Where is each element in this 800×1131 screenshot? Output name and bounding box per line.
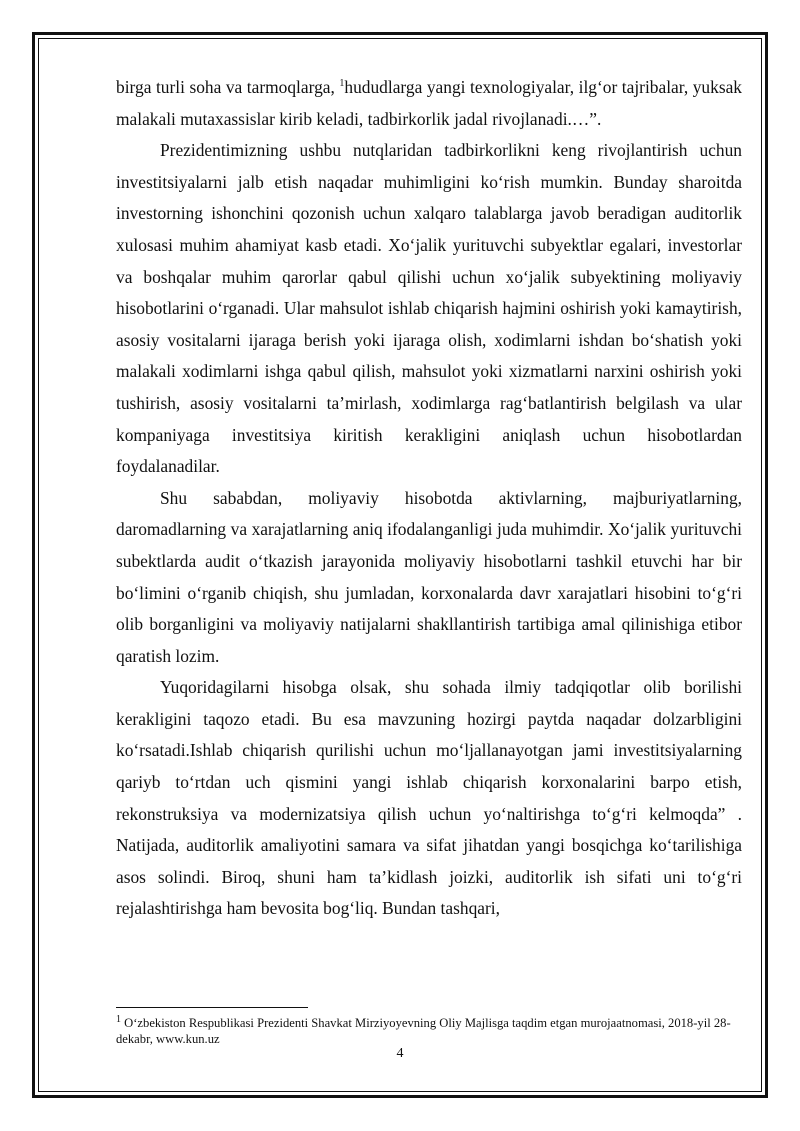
footnote-marker: 1: [116, 1013, 121, 1025]
paragraph-4: Yuqoridagilarni hisobga olsak, shu sohada ilmiy tadqiqotlar olib borilishi kerakligini taqozo etadi. Bu esa mavzuning hozirgi paytda naqadar dolzarbligini ko‘rsatadi.Ishlab chiqarish qurilishi uchun mo‘ljallanayotgan jami investitsiyalarning qariyb to‘rtdan uch qismini yangi ishlab chiqarish korxonalarini barpo etish, rekonstruksiya va modernizatsiya qilish uchun yo‘naltirishga to‘g‘ri kelmoqda” . Natijada, auditorlik amaliyotini samara va sifat jihatdan yangi bosqichga ko‘tarilishiga asos solindi. Biroq, shuni ham ta’kidlash joizki, auditorlik ish sifati uni to‘g‘ri rejalashtirishga ham bevosita bog‘liq. Bundan tashqari,: [116, 677, 742, 919]
paragraph-3: Shu sababdan, moliyaviy hisobotda aktivlarning, majburiyatlarning, daromadlarning va xarajatlarning aniq ifodalanganligi juda muhimdir. Xo‘jalik yurituvchi subektlarda audit o‘tkazish jarayonida moliyaviy hisobotlarni tashkil etuvchi har bir bo‘limini o‘rganib chiqish, shu jumladan, korxonalarda davr xarajatlari hisobini to‘g‘ri olib borganligini va moliyaviy natijalarni shakllantirish tartibiga amal qilinishiga etibor qaratish lozim.: [116, 487, 742, 666]
footnote-text: O‘zbekiston Respublikasi Prezidenti Shavkat Mirziyoyevning Oliy Majlisga taqdim etgan murojaatnomasi, 2018-yil 28-dekabr, www.kun.uz: [116, 1016, 731, 1046]
footnote: [116, 1015, 742, 1047]
paragraph-1-text-start: birga turli soha va tarmoqlarga,: [116, 77, 340, 97]
document-body: [116, 72, 742, 925]
page-number: 4: [396, 1046, 404, 1061]
footnote-separator: [116, 1007, 308, 1008]
paragraph-1-text-end: hududlarga yangi texnologiyalar, ilg‘or tajribalar, yuksak malakali mutaxassislar kirib keladi, tadbirkorlik jadal rivojlanadi.…”.: [116, 77, 742, 129]
footnote-reference[interactable]: 1: [339, 78, 345, 90]
paragraph-2: Prezidentimizning ushbu nutqlaridan tadbirkorlikni keng rivojlantirish uchun investitsiyalarni jalb etish naqadar muhimligini ko‘rish mumkin. Bunday sharoitda investorning ishonchini qozonish uchun xalqaro talablarga javob beradigan auditorlik xulosasi muhim ahamiyat kasb etadi. Xo‘jalik yurituvchi subyektlar egalari, investorlar va boshqalar muhim qarorlar qabul qilishi uchun xo‘jalik subyektining moliyaviy hisobotlarini o‘rganadi. Ular mahsulot ishlab chiqarish hajmini oshirish yoki kamaytirish, asosiy vositalarni ijaraga berish yoki ijaraga olish, xodimlarni ishdan bo‘shatish yoki malakali xodimlarni ishga qabul qilish, mahsulot yoki xizmatlarni narxini oshirish yoki tushirish, asosiy vositalarni ta’mirlash, xodimlarga rag‘batlantirish belgilash va ular kompaniyaga investitsiya kiritish kerakligini aniqlash uchun hisobotlardan foydalanadilar.: [116, 140, 742, 477]
paragraph-1: [116, 72, 742, 135]
